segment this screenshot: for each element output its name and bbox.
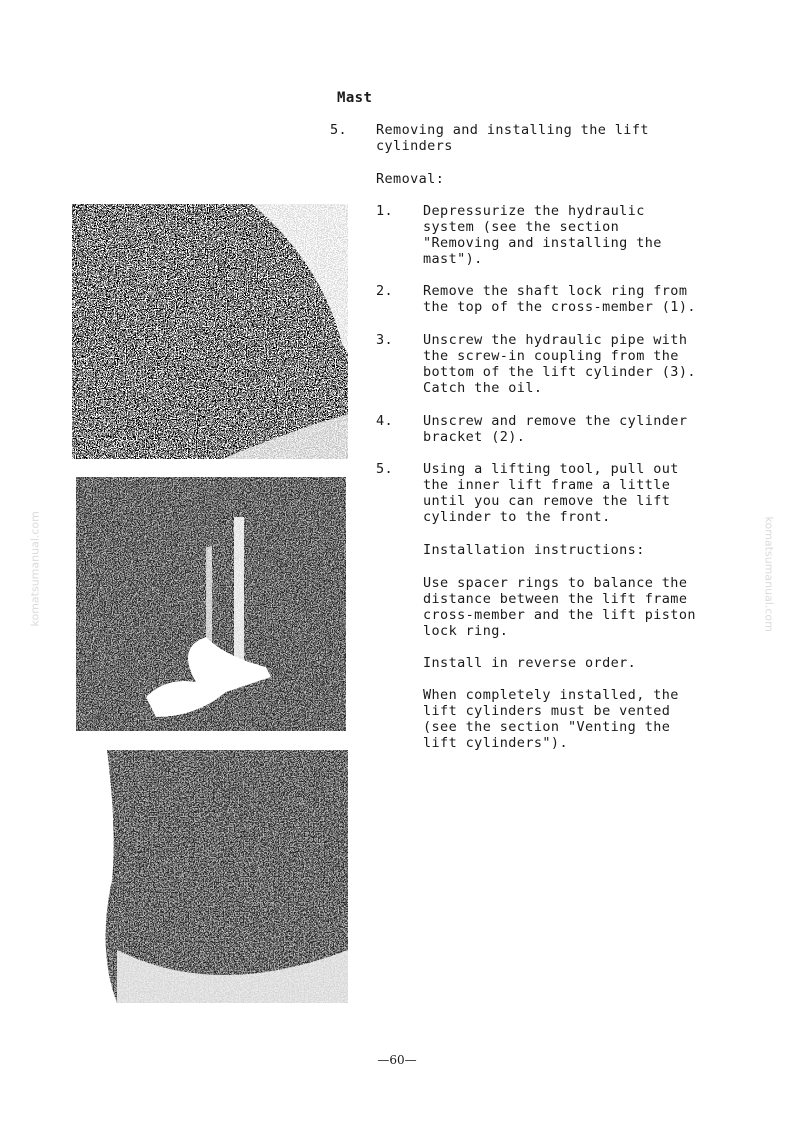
page-number: —60— bbox=[377, 1053, 417, 1067]
step-number: 4. bbox=[376, 413, 394, 429]
step-number: 2. bbox=[376, 283, 394, 299]
photo-cylinder-bracket bbox=[76, 477, 346, 731]
step-text: Unscrew and remove the cylinder bracket (2). bbox=[423, 413, 688, 445]
step-text: Remove the shaft lock ring from the top of the cross-member (1). bbox=[423, 283, 696, 315]
installation-heading: Installation instructions: bbox=[423, 542, 645, 558]
chapter-title: Removing and installing the lift cylinders bbox=[376, 122, 649, 154]
installation-paragraph: Use spacer rings to balance the distance between the lift frame cross-member and the lift piston lock ring. bbox=[423, 575, 696, 639]
step-number: 1. bbox=[376, 203, 394, 219]
watermark-left: komatsumanual.com bbox=[28, 511, 42, 627]
step-text: Depressurize the hydraulic system (see the section "Removing and installing the mast"). bbox=[423, 203, 662, 267]
photo-lift-cylinder-bottom bbox=[77, 750, 348, 1003]
step-text: Using a lifting tool, pull out the inner lift frame a little until you can remove the lift cylinder to the front. bbox=[423, 461, 679, 525]
step-number: 5. bbox=[376, 461, 394, 477]
removal-label: Removal: bbox=[376, 171, 445, 187]
watermark-right: komatsumanual.com bbox=[762, 516, 776, 632]
installation-paragraph: Install in reverse order. bbox=[423, 655, 637, 671]
installation-paragraph: When completely installed, the lift cylinders must be vented (see the section "Venting the lift cylinders"). bbox=[423, 687, 679, 751]
section-title: Mast bbox=[337, 90, 373, 106]
chapter-number: 5. bbox=[330, 122, 348, 138]
photo-cross-member bbox=[72, 204, 348, 459]
step-number: 3. bbox=[376, 332, 394, 348]
step-text: Unscrew the hydraulic pipe with the screw-in coupling from the bottom of the lift cylinder (3). Catch the oil. bbox=[423, 332, 696, 396]
